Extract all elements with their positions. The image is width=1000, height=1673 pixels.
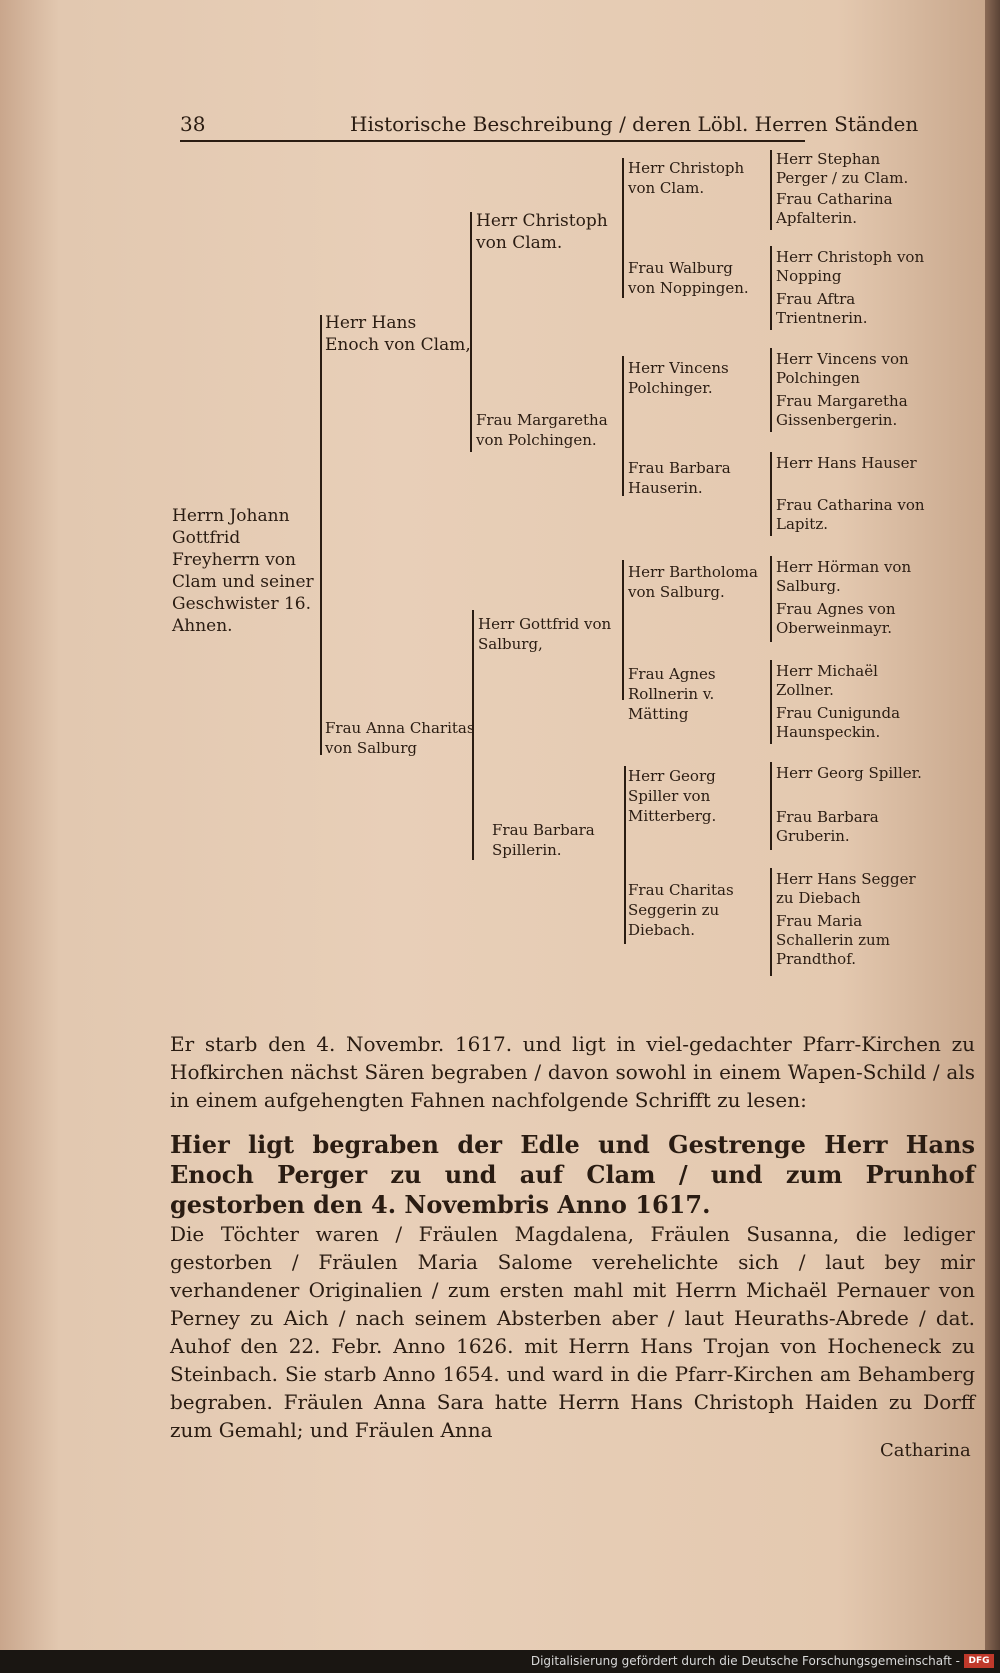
- gen4-node: Herr Michaël Zollner.: [776, 662, 878, 699]
- brace-gen2-d: [624, 766, 626, 944]
- brace-gen2-b: [622, 356, 624, 496]
- gen4-node: Frau Agnes von Oberweinmayr.: [776, 600, 896, 637]
- footer-credit: Digitalisierung gefördert durch die Deutsche Forschungsgemeinschaft -: [530, 1654, 960, 1668]
- gen4-node: Frau Barbara Gruberin.: [776, 808, 879, 845]
- brace-gen3-6: [770, 660, 772, 744]
- brace-gen2-a: [622, 158, 624, 298]
- gen4-node: Frau Cunigunda Haunspeckin.: [776, 704, 901, 741]
- gen1-node: Frau Anna Charitas von Salburg: [325, 719, 475, 757]
- brace-gen3-5: [770, 556, 772, 642]
- paragraph: Er starb den 4. Novembr. 1617. und ligt in viel-gedachter Pfarr-Kirchen zu Hofkirchen nächst Sären begraben / davon sowohl in einem Wapen-Schild / als in einem aufgehengten Fahnen nachfolgende Schrifft zu lesen:: [170, 1032, 975, 1112]
- gen3-node: Frau Barbara Hauserin.: [628, 459, 731, 497]
- gen4-node: Frau Aftra Trientnerin.: [776, 290, 868, 327]
- page-number: 38: [180, 112, 206, 136]
- inscription: Hier ligt begraben der Edle und Gestrenge Herr Hans Enoch Perger zu und auf Clam / und zum Prunhof gestorben den 4. Novembris Anno 1617.: [170, 1130, 975, 1219]
- gen4-node: Herr Christoph von Nopping: [776, 248, 925, 285]
- brace-gen2-c: [622, 560, 624, 700]
- brace-root: [320, 315, 322, 755]
- brace-gen3-3: [770, 348, 772, 432]
- dfg-logo: DFG: [964, 1654, 994, 1668]
- gen4-node: Frau Margaretha Gissenbergerin.: [776, 392, 908, 429]
- brace-gen3-4: [770, 452, 772, 536]
- gen2-node: Herr Gottfrid von Salburg,: [478, 615, 612, 653]
- gen1-node: Herr Hans Enoch von Clam,: [325, 313, 471, 355]
- brace-gen1-b: [472, 610, 474, 860]
- brace-gen3-1: [770, 150, 772, 230]
- running-title: Historische Beschreibung / deren Löbl. Herren Ständen: [350, 112, 919, 136]
- book-spine: [985, 0, 1000, 1650]
- brace-gen3-7: [770, 762, 772, 850]
- brace-gen1-a: [470, 212, 472, 452]
- gen4-node: Herr Hans Hauser: [776, 454, 917, 472]
- gen4-node: Frau Catharina von Lapitz.: [776, 496, 925, 533]
- gen3-node: Frau Walburg von Noppingen.: [628, 259, 749, 297]
- gen2-node: Frau Barbara Spillerin.: [492, 821, 595, 859]
- gen4-node: Herr Hans Segger zu Diebach: [776, 870, 916, 907]
- gen2-node: Herr Christoph von Clam.: [476, 211, 608, 253]
- gen4-node: Frau Catharina Apfalterin.: [776, 190, 893, 227]
- gen4-node: Herr Stephan Perger / zu Clam.: [776, 150, 909, 187]
- gen3-node: Frau Agnes Rollnerin v. Mätting: [628, 665, 716, 723]
- gen3-node: Herr Bartholoma von Salburg.: [628, 563, 758, 601]
- gen4-node: Herr Vincens von Polchingen: [776, 350, 909, 387]
- gen2-node: Frau Margaretha von Polchingen.: [476, 411, 608, 449]
- gen4-node: Herr Hörman von Salburg.: [776, 558, 912, 595]
- gen3-node: Herr Georg Spiller von Mitterberg.: [628, 767, 717, 825]
- brace-gen3-2: [770, 246, 772, 330]
- gen4-node: Frau Maria Schallerin zum Prandthof.: [776, 912, 890, 968]
- tree-root: Herrn Johann Gottfrid Freyherrn von Clam und seiner Geschwister 16. Ahnen.: [172, 506, 314, 636]
- gen3-node: Frau Charitas Seggerin zu Diebach.: [628, 881, 734, 939]
- gen3-node: Herr Christoph von Clam.: [628, 159, 745, 197]
- gen4-node: Herr Georg Spiller.: [776, 764, 922, 782]
- header-rule: [180, 140, 805, 142]
- catchword: Catharina: [880, 1440, 971, 1461]
- brace-gen3-8: [770, 868, 772, 976]
- gen3-node: Herr Vincens Polchinger.: [628, 359, 729, 397]
- paragraph: Die Töchter waren / Fräulen Magdalena, Fräulen Susanna, die lediger gestorben / Fräulen Maria Salome verehelichte sich / laut bey mir verhandener Originalien / zum ersten mahl mit Herrn Michaël Pernauer von Perney zu Aich / nach seinem Absterben aber / laut Heuraths-Abrede / dat. Auhof den 22. Febr. Anno 1626. mit Herrn Hans Trojan von Hocheneck zu Steinbach. Sie starb Anno 1654. und ward in die Pfarr-Kirchen am Behamberg begraben. Fräulen Anna Sara hatte Herrn Hans Christoph Haiden zu Dorff zum Gemahl; und Fräulen Anna: [170, 1222, 975, 1442]
